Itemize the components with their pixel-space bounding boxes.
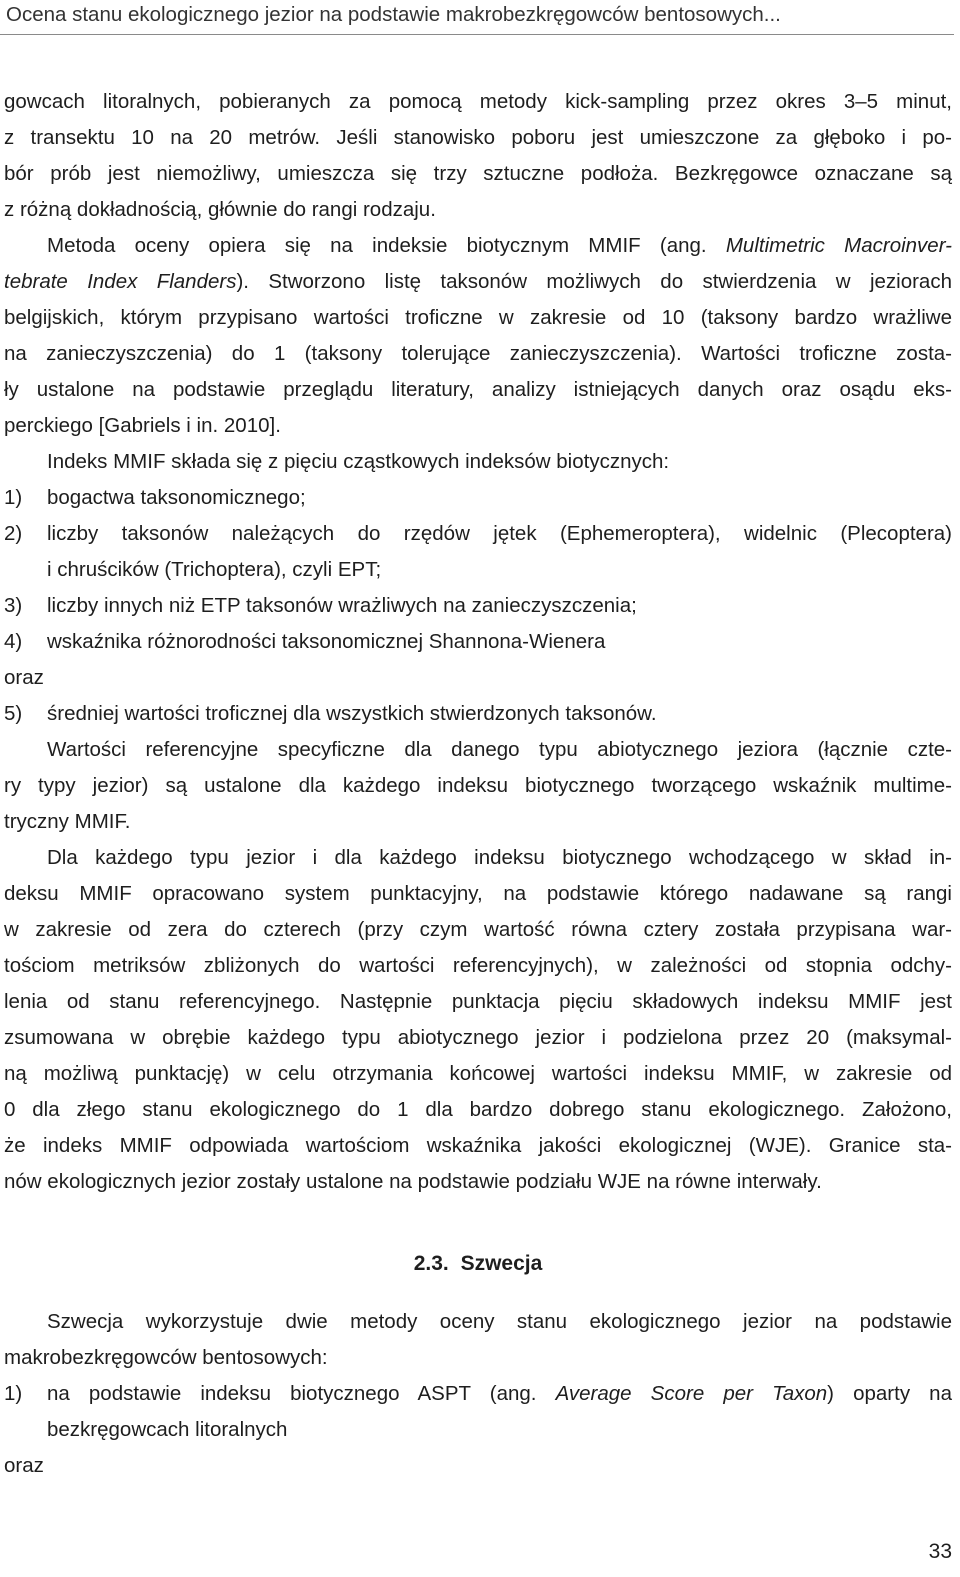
page-number: 33 xyxy=(928,1540,952,1563)
list-item xyxy=(4,1379,952,1415)
text-line: makrobezkręgowców bentosowych: xyxy=(4,1346,328,1369)
text-span: ) oparty na xyxy=(827,1382,952,1405)
text-line: oraz xyxy=(4,666,44,689)
text-line: bór prób jest niemożliwy, umieszcza się trzy sztuczne podłoża. Bezkręgowce oznaczane są xyxy=(4,162,952,185)
text-line: Dla każdego typu jezior i dla każdego indeksu biotycznego wchodzącego w skład in- xyxy=(47,846,952,869)
text-line: że indeks MMIF odpowiada wartościom wskaźnika jakości ekologicznej (WJE). Granice sta- xyxy=(4,1134,952,1157)
list-number: 1) xyxy=(4,1382,23,1405)
list-item xyxy=(4,483,952,519)
text-line: Szwecja wykorzystuje dwie metody oceny stanu ekologicznego jezior na podstawie xyxy=(47,1310,952,1333)
text-line: deksu MMIF opracowano system punktacyjny, na podstawie którego nadawane są rangi xyxy=(4,882,952,905)
text-line: Wartości referencyjne specyficzne dla danego typu abiotycznego jeziora (łącznie czte- xyxy=(47,738,952,761)
list-text: liczby taksonów należących do rzędów jętek (Ephemeroptera), widelnic (Plecoptera) xyxy=(47,522,952,545)
text-line: na zanieczyszczenia) do 1 (taksony tolerujące zanieczyszczenia). Wartości troficzne zosta- xyxy=(4,342,952,365)
list-item xyxy=(4,699,952,735)
text-span: ). Stworzono listę taksonów możliwych do stwierdzenia w jeziorach xyxy=(236,270,952,293)
list-text: średniej wartości troficznej dla wszystkich stwierdzonych taksonów. xyxy=(47,702,657,725)
list-item xyxy=(4,591,952,627)
list-item xyxy=(4,627,952,663)
text-line: tryczny MMIF. xyxy=(4,810,131,833)
text-line xyxy=(4,231,952,267)
italic-term: tebrate Index Flanders xyxy=(4,270,237,293)
section-number: 2.3. xyxy=(413,1252,449,1275)
list-number: 1) xyxy=(4,486,23,509)
text-line: perckiego [Gabriels i in. 2010]. xyxy=(4,414,281,437)
text-line: ry typy jezior) są ustalone dla każdego indeksu biotycznego tworzącego wskaźnik multime- xyxy=(4,774,952,797)
list-number: 4) xyxy=(4,630,23,653)
text-span: Metoda oceny opiera się na indeksie biotycznym MMIF (ang. xyxy=(47,234,726,257)
text-line: 0 dla złego stanu ekologicznego do 1 dla bardzo dobrego stanu ekologicznego. Założono, xyxy=(4,1098,952,1121)
text-line: lenia od stanu referencyjnego. Następnie punktacja pięciu składowych indeksu MMIF jest xyxy=(4,990,952,1013)
list-item-continuation: i chruścików (Trichoptera), czyli EPT; xyxy=(47,558,382,581)
list-number: 3) xyxy=(4,594,23,617)
text-line: oraz xyxy=(4,1454,44,1477)
italic-term: Average Score per Taxon xyxy=(555,1382,828,1405)
section-title: Szwecja xyxy=(460,1252,543,1275)
text-line xyxy=(4,267,952,303)
list-item xyxy=(4,519,952,555)
text-span: na podstawie indeksu biotycznego ASPT (ang. xyxy=(47,1382,556,1405)
spacer xyxy=(4,1285,952,1307)
list-text: liczby innych niż ETP taksonów wrażliwych na zanieczyszczenia; xyxy=(47,594,637,617)
page-body xyxy=(4,87,952,1487)
running-title: Ocena stanu ekologicznego jezior na podstawie makrobezkręgowców bentosowych... xyxy=(6,3,781,26)
spacer xyxy=(4,1203,952,1249)
text-line: ną możliwą punktację) w celu otrzymania końcowej wartości indeksu MMIF, w zakresie od xyxy=(4,1062,952,1085)
text-line: z transektu 10 na 20 metrów. Jeśli stanowisko poboru jest umieszczone za głęboko i po- xyxy=(4,126,952,149)
italic-term: Multimetric Macroinver- xyxy=(725,234,952,257)
list-item-continuation: bezkręgowcach litoralnych xyxy=(47,1418,288,1441)
text-line: gowcach litoralnych, pobieranych za pomocą metody kick-sampling przez okres 3–5 minut, xyxy=(4,90,952,113)
text-line: nów ekologicznych jezior zostały ustalone na podstawie podziału WJE na równe interwały. xyxy=(4,1170,822,1193)
text-line: tościom metriksów zbliżonych do wartości referencyjnych), w zależności od stopnia odchy- xyxy=(4,954,952,977)
text-line: belgijskich, którym przypisano wartości troficzne w zakresie od 10 (taksony bardzo wrażliwe xyxy=(4,306,952,329)
text-line: z różną dokładnością, głównie do rangi rodzaju. xyxy=(4,198,436,221)
section-heading xyxy=(4,1249,952,1285)
text-line: zsumowana w obrębie każdego typu abiotycznego jezior i podzielona przez 20 (maksymal- xyxy=(4,1026,952,1049)
list-text: bogactwa taksonomicznego; xyxy=(47,486,306,509)
running-header xyxy=(0,0,954,35)
text-line: w zakresie od zera do czterech (przy czym wartość równa cztery została przypisana war- xyxy=(4,918,952,941)
list-number: 2) xyxy=(4,522,23,545)
text-line: ły ustalone na podstawie przeglądu literatury, analizy istniejących danych oraz osądu eks- xyxy=(4,378,952,401)
list-text: wskaźnika różnorodności taksonomicznej Shannona-Wienera xyxy=(47,630,606,653)
text-line: Indeks MMIF składa się z pięciu cząstkowych indeksów biotycznych: xyxy=(47,450,670,473)
list-number: 5) xyxy=(4,702,23,725)
